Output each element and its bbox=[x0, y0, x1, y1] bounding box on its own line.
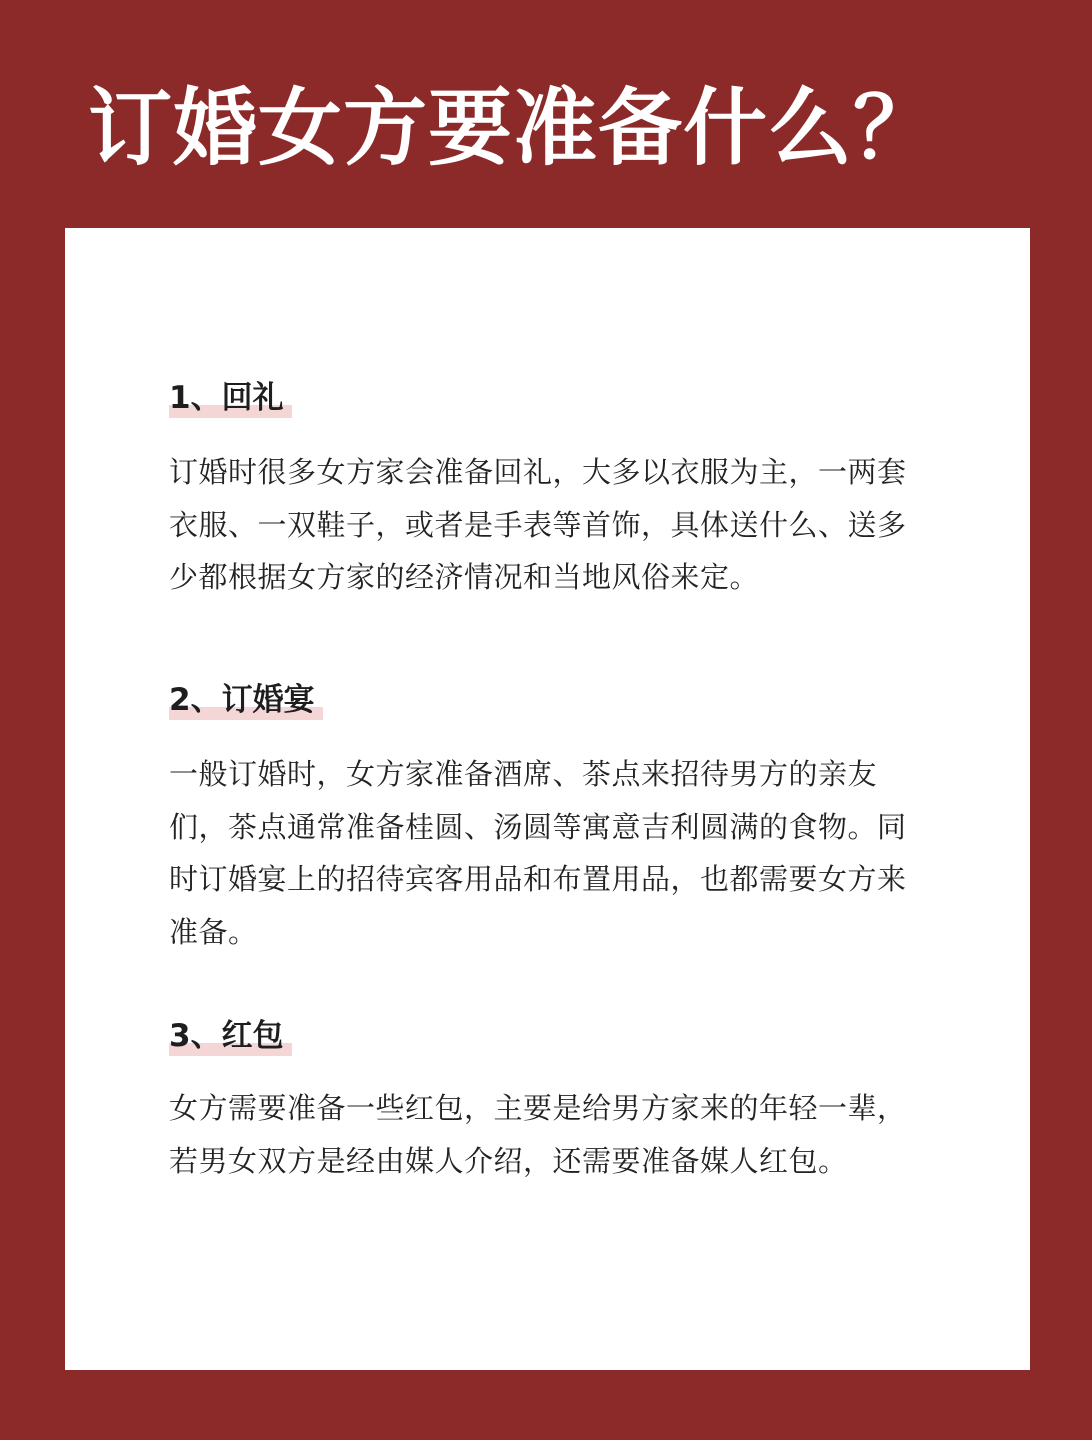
content-card bbox=[65, 228, 1030, 1370]
section-heading-label: 1、回礼 bbox=[169, 378, 292, 418]
section-heading-label: 2、订婚宴 bbox=[169, 680, 323, 720]
section-heading-label: 3、红包 bbox=[169, 1016, 292, 1056]
section-heading-red-envelope bbox=[169, 1016, 292, 1056]
section-body-red-envelope: 女方需要准备一些红包，主要是给男方家来的年轻一辈，若男女双方是经由媒人介绍，还需要准备媒人红包。 bbox=[169, 1091, 907, 1178]
section-body-return-gift: 订婚时很多女方家会准备回礼，大多以衣服为主，一两套衣服、一双鞋子，或者是手表等首饰，具体送什么、送多少都根据女方家的经济情况和当地风俗来定。 bbox=[169, 455, 907, 594]
section-heading-return-gift bbox=[169, 378, 292, 418]
page-title: 订婚女方要准备什么？ bbox=[88, 79, 939, 177]
section-body-engagement-banquet: 一般订婚时，女方家准备酒席、茶点来招待男方的亲友们，茶点通常准备桂圆、汤圆等寓意吉利圆满的食物。同时订婚宴上的招待宾客用品和布置用品，也都需要女方来准备。 bbox=[169, 757, 907, 949]
section-heading-engagement-banquet bbox=[169, 680, 323, 720]
